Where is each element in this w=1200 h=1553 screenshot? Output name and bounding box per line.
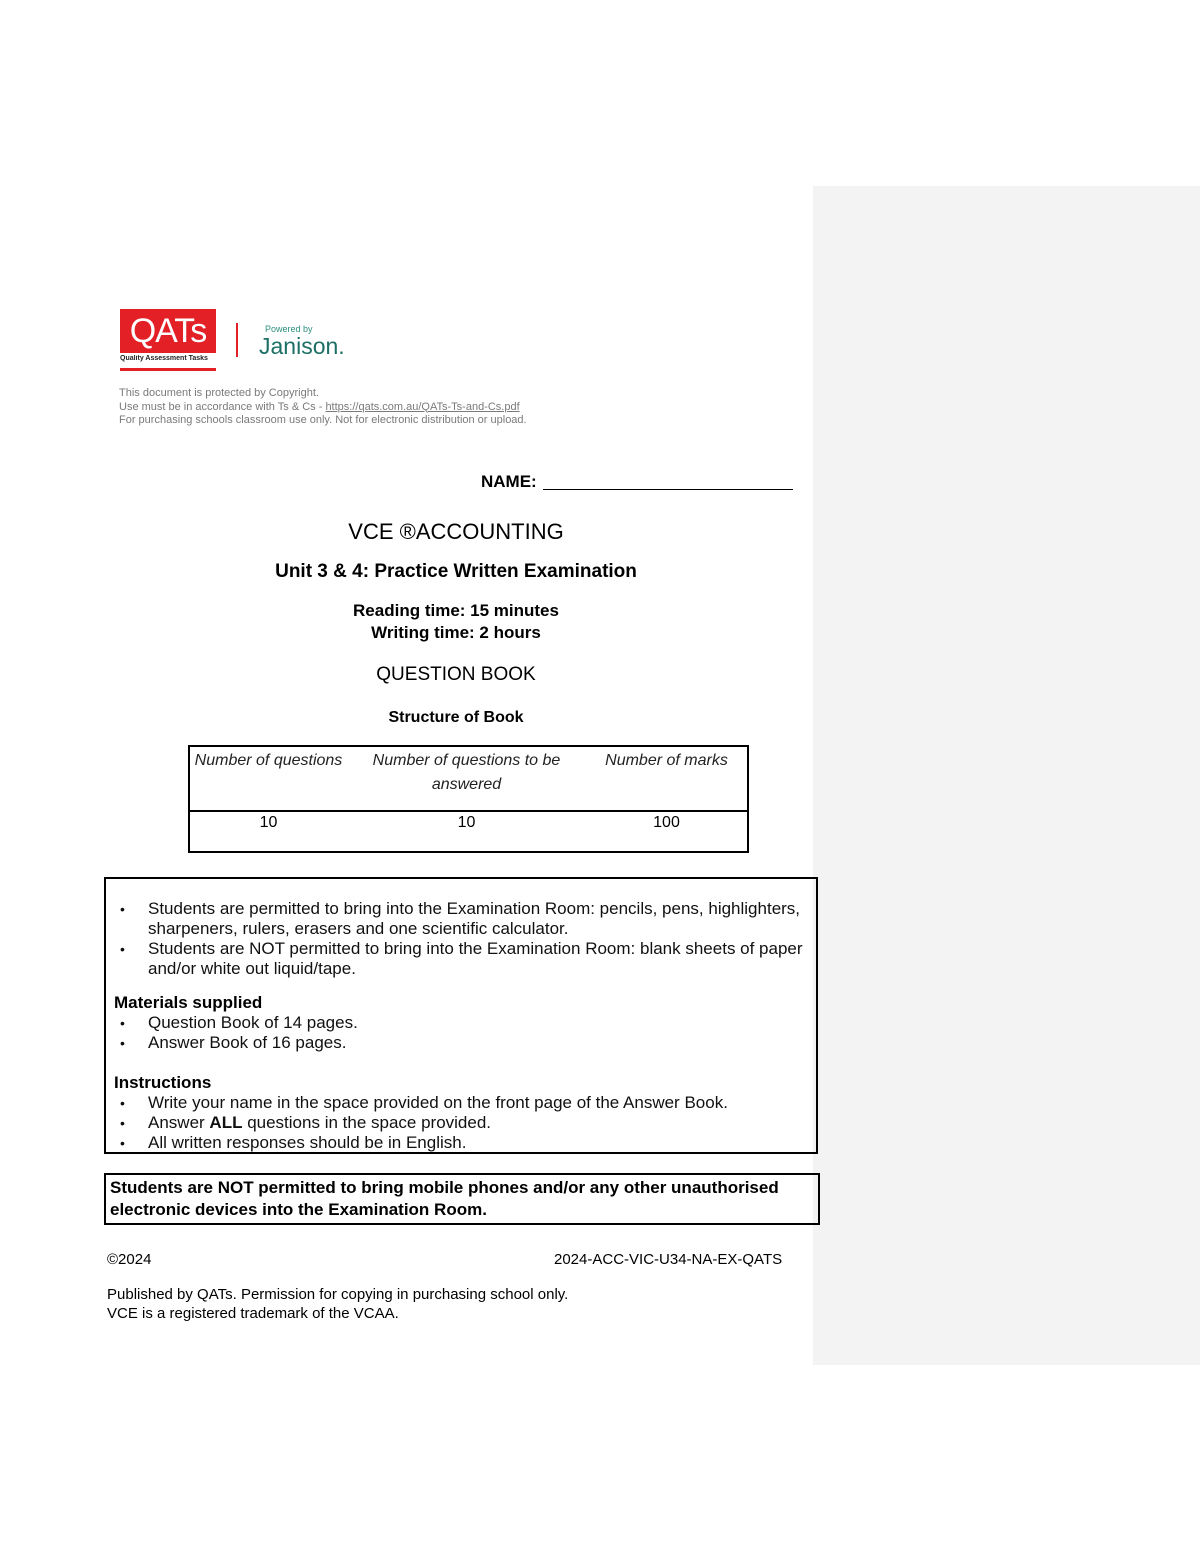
publisher-note-line1: Published by QATs. Permission for copying in purchasing school only. [107, 1286, 569, 1303]
structure-table [188, 745, 749, 853]
qats-logo [120, 309, 216, 353]
footer-copyright: ©2024 [107, 1251, 152, 1268]
exam-subtitle: Unit 3 & 4: Practice Written Examination [275, 561, 637, 582]
copyright-note-line2 [119, 401, 527, 415]
cell-number-of-questions: 10 [259, 814, 278, 831]
name-blank-line[interactable] [543, 473, 793, 490]
list-item: • Question Book of 14 pages. [106, 1013, 816, 1033]
exam-times [188, 600, 724, 644]
copyright-note-line3: For purchasing schools classroom use only. Not for electronic distribution or upload. [119, 414, 527, 426]
copyright-note [119, 387, 527, 428]
instruction-emphasis: ALL [209, 1113, 243, 1132]
janison-logo: Janison. [259, 333, 345, 359]
name-label: NAME: [481, 472, 537, 491]
publisher-note [107, 1285, 568, 1323]
list-item: • Students are NOT permitted to bring into the Examination Room: blank sheets of paper and/or white out liquid/tape. [106, 939, 816, 979]
list-item [106, 1113, 816, 1133]
powered-by-label: Powered by [265, 324, 313, 334]
permitted-items [106, 899, 816, 979]
qats-logo-underline [120, 368, 216, 371]
list-item: • Write your name in the space provided on the front page of the Answer Book. [106, 1093, 816, 1113]
logo-divider [236, 323, 238, 357]
reading-time: Reading time: 15 minutes [353, 601, 559, 620]
writing-time: Writing time: 2 hours [371, 623, 541, 642]
qats-logo-tagline: Quality Assessment Tasks [120, 355, 208, 362]
terms-link[interactable]: https://qats.com.au/QATs-Ts-and-Cs.pdf [325, 400, 520, 413]
instructions-heading: Instructions [114, 1073, 212, 1092]
exam-rules-box [104, 877, 818, 1154]
header-questions-to-answer: Number of questions to be answered [347, 746, 586, 811]
instruction-text: questions in the space provided. [242, 1113, 492, 1132]
publisher-note-line2: VCE is a registered trademark of the VCAA. [107, 1305, 399, 1322]
instructions-section [106, 1073, 816, 1153]
mobile-phone-warning: Students are NOT permitted to bring mobile phones and/or any other unauthorised electronic devices into the Examination Room. [104, 1173, 820, 1225]
list-item: • Answer Book of 16 pages. [106, 1033, 816, 1053]
structure-table-header-row [189, 746, 748, 811]
materials-section [106, 993, 816, 1053]
footer-code: 2024-ACC-VIC-U34-NA-EX-QATS [554, 1251, 783, 1268]
cell-questions-to-answer: 10 [457, 814, 476, 831]
comment-margin-panel [813, 186, 1200, 1365]
structure-table-row [189, 811, 748, 852]
cell-number-of-marks: 100 [653, 814, 680, 831]
exam-title: VCE ®ACCOUNTING [348, 519, 564, 544]
qats-logo-text: QATs [129, 311, 207, 350]
book-type: QUESTION BOOK [376, 664, 536, 685]
list-item: • All written responses should be in English. [106, 1133, 816, 1153]
instruction-text: Answer [148, 1113, 210, 1132]
structure-heading: Structure of Book [388, 709, 524, 726]
name-field [481, 472, 793, 492]
header-number-of-questions: Number of questions [189, 746, 347, 811]
copyright-note-prefix: Use must be in accordance with Ts & Cs - [119, 400, 326, 413]
materials-heading: Materials supplied [114, 993, 263, 1012]
copyright-note-line1: This document is protected by Copyright. [119, 387, 319, 399]
header-number-of-marks: Number of marks [586, 746, 748, 811]
list-item: • Students are permitted to bring into the Examination Room: pencils, pens, highlighters, sharpeners, rulers, erasers and one scientific calculator. [106, 899, 816, 939]
